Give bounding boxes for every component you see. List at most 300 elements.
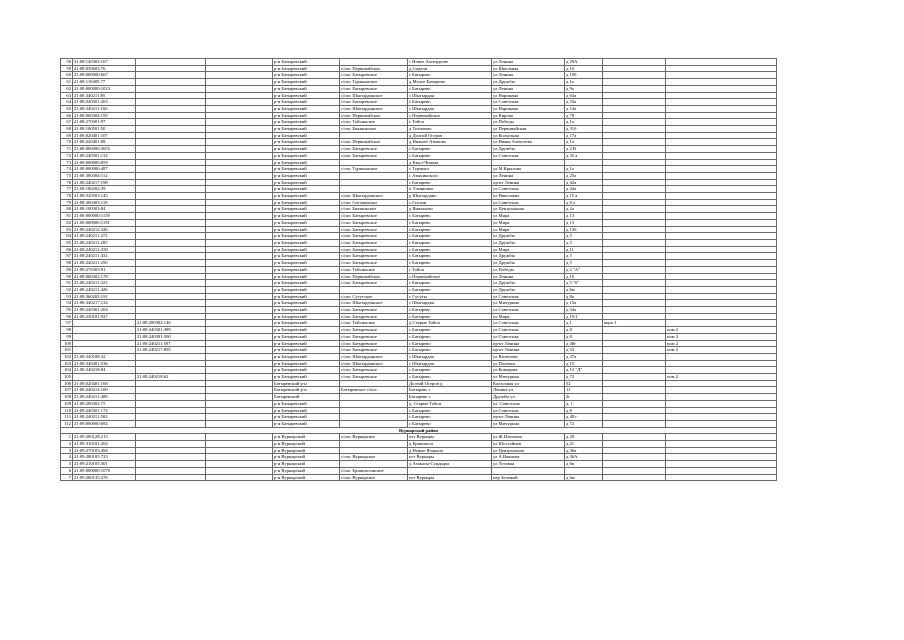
- cell-settlement: с/пос Батыревское: [340, 146, 408, 153]
- cell-room: [666, 233, 777, 240]
- cell-house: д 21: [565, 441, 603, 448]
- cell-num: 63: [61, 92, 73, 99]
- cell-cad1: 21:08:240301:203: [73, 99, 136, 106]
- cell-building: [603, 146, 666, 153]
- cell-cad2: [136, 152, 206, 159]
- cell-cadnum: [206, 367, 273, 374]
- table-row: [61, 105, 777, 112]
- cell-num: 98: [61, 327, 73, 334]
- cell-locality: д Ершипоси: [408, 441, 492, 448]
- cell-num: 58: [61, 59, 73, 66]
- cell-cadnum: [206, 407, 273, 414]
- cell-cadnum: [206, 400, 273, 407]
- cell-street: ул Дружбы: [492, 146, 565, 153]
- cell-building: [603, 213, 666, 220]
- cell-cadnum: [206, 347, 273, 354]
- cell-cadnum: [206, 199, 273, 206]
- cell-cad1: 21:08:240214:169: [73, 387, 136, 394]
- cell-cad2: [136, 65, 206, 72]
- table-row: [61, 273, 777, 280]
- cell-building: [603, 199, 666, 206]
- table-row: [61, 146, 777, 153]
- cell-building: [603, 340, 666, 347]
- cell-building: [603, 394, 666, 401]
- cell-room: [666, 300, 777, 307]
- cell-cad2: [136, 99, 206, 106]
- cell-region: р-н Батыревский: [273, 407, 340, 414]
- cell-cadnum: [206, 166, 273, 173]
- cell-num: 102: [61, 353, 73, 360]
- cell-street: ул Мира: [492, 213, 565, 220]
- cell-locality: с Батырево: [408, 253, 492, 260]
- cell-num: 83: [61, 226, 73, 233]
- cell-building: [603, 327, 666, 334]
- table-row: [61, 327, 777, 334]
- cell-house: д 1б: [565, 65, 603, 72]
- cell-street: ул Советская: [492, 407, 565, 414]
- cell-locality: с Батырево: [408, 152, 492, 159]
- cell-house: д 8а: [565, 293, 603, 300]
- cell-num: 87: [61, 253, 73, 260]
- cell-locality: с Батырево: [408, 219, 492, 226]
- cell-locality: д Нижнее Атыково: [408, 139, 492, 146]
- cell-cad2: 21:08:240211:507: [136, 340, 206, 347]
- cell-settlement: [340, 59, 408, 66]
- cell-locality: с Первомайское: [408, 112, 492, 119]
- cell-cadnum: [206, 126, 273, 133]
- cell-building: [603, 367, 666, 374]
- cell-locality: с Шыгырдан: [408, 92, 492, 99]
- cell-cadnum: [206, 394, 273, 401]
- cell-region: р-н Батыревский: [273, 420, 340, 427]
- cell-locality: с Батырево: [408, 340, 492, 347]
- table-row: [61, 172, 777, 179]
- cell-cad1: 21:08:020401:168: [73, 380, 136, 387]
- cell-settlement: [340, 394, 408, 401]
- cell-locality: с Батырево: [408, 226, 492, 233]
- cell-region: р-н Батыревский: [273, 239, 340, 246]
- cell-settlement: с/пос Тойсинское: [340, 320, 408, 327]
- cell-settlement: с/пос Сигачинское: [340, 199, 408, 206]
- cell-num: 103: [61, 360, 73, 367]
- cell-house: д 6в: [565, 461, 603, 468]
- table-row: [61, 132, 777, 139]
- cell-building: [603, 360, 666, 367]
- cell-house: д 78: [565, 112, 603, 119]
- cell-settlement: с/пос Первомайское: [340, 65, 408, 72]
- cell-cad2: [136, 441, 206, 448]
- cell-region: р-н Батыревский: [273, 146, 340, 153]
- cell-num: 112: [61, 420, 73, 427]
- cell-street: пер Зеленый: [492, 474, 565, 481]
- cell-building: [603, 132, 666, 139]
- cell-street: ул Советская: [492, 320, 565, 327]
- cell-settlement: [340, 461, 408, 468]
- cell-cadnum: [206, 266, 273, 273]
- cell-settlement: с/пос Вурнарское: [340, 474, 408, 481]
- cell-cadnum: [206, 474, 273, 481]
- cell-cad1: 21:08:240218:84: [73, 367, 136, 374]
- cell-cadnum: [206, 333, 273, 340]
- cell-cadnum: [206, 461, 273, 468]
- cell-house: д 25а: [565, 172, 603, 179]
- cell-building: [603, 387, 666, 394]
- cell-locality: с Батырево: [408, 307, 492, 314]
- cell-locality: д Кзыл-Чишма: [408, 159, 492, 166]
- cell-room: пом 2: [666, 340, 777, 347]
- cell-cadnum: [206, 280, 273, 287]
- cell-cad1: 21:09:280135:276: [73, 474, 136, 481]
- cell-street: ул Мичурина: [492, 374, 565, 381]
- cell-street: ул Ж.Илюхина: [492, 434, 565, 441]
- cell-region: р-н Батыревский: [273, 286, 340, 293]
- cell-cad2: [136, 219, 206, 226]
- cell-house: д 8: [565, 407, 603, 414]
- cell-building: [603, 166, 666, 173]
- cell-locality: с Турмыш: [408, 166, 492, 173]
- cell-region: р-н Батыревский: [273, 333, 340, 340]
- cell-street: ул Наримана: [492, 92, 565, 99]
- cell-settlement: с/пос Батыревское: [340, 226, 408, 233]
- cell-locality: с Тойси: [408, 266, 492, 273]
- cell-house: д 29А: [565, 59, 603, 66]
- cell-house: д 72: [565, 374, 603, 381]
- cell-settlement: с/пос Турмышское: [340, 166, 408, 173]
- cell-building: [603, 414, 666, 421]
- cell-room: [666, 407, 777, 414]
- cell-cad1: 21:09:210105:301: [73, 461, 136, 468]
- cell-cad2: [136, 266, 206, 273]
- table-row: [61, 166, 777, 173]
- cell-num: 101: [61, 347, 73, 354]
- cell-cad2: [136, 105, 206, 112]
- cell-cadnum: [206, 253, 273, 260]
- cell-num: 108: [61, 394, 73, 401]
- cell-building: [603, 126, 666, 133]
- cell-street: ул Николаева: [492, 193, 565, 200]
- cell-room: [666, 92, 777, 99]
- table-row: [61, 286, 777, 293]
- cell-settlement: с/пос Первомайское: [340, 273, 408, 280]
- cell-region: Батыревский р-н: [273, 380, 340, 387]
- cell-cad2: [136, 407, 206, 414]
- cell-cad2: [136, 226, 206, 233]
- cell-num: 6: [61, 467, 73, 474]
- cell-cad2: [136, 380, 206, 387]
- section-title: Вурнарский район: [61, 427, 777, 434]
- table-row: [61, 313, 777, 320]
- cell-locality: с Батырево: [408, 327, 492, 334]
- cell-num: 92: [61, 286, 73, 293]
- cell-room: [666, 126, 777, 133]
- cell-street: ул Мира: [492, 219, 565, 226]
- cell-region: р-н Батыревский: [273, 414, 340, 421]
- cell-cad2: [136, 414, 206, 421]
- cell-street: ул Ленина: [492, 172, 565, 179]
- cell-region: р-н Батыревский: [273, 186, 340, 193]
- cell-locality: Батырево с: [408, 394, 492, 401]
- cell-room: [666, 59, 777, 66]
- cell-locality: с Батырево: [408, 280, 492, 287]
- cell-cadnum: [206, 139, 273, 146]
- table-row: [61, 59, 777, 66]
- table-row: [61, 206, 777, 213]
- table-row: [61, 367, 777, 374]
- cell-locality: с Батырево: [408, 374, 492, 381]
- cell-room: [666, 394, 777, 401]
- cell-house: д 72: [565, 420, 603, 427]
- cell-house: д 5: [565, 239, 603, 246]
- cell-building: [603, 79, 666, 86]
- cell-room: [666, 280, 777, 287]
- cell-cadnum: [206, 213, 273, 220]
- cell-num: 67: [61, 119, 73, 126]
- cell-cadnum: [206, 65, 273, 72]
- cell-num: 66: [61, 112, 73, 119]
- cell-settlement: [340, 286, 408, 293]
- cell-cad1: 21:08:340401:536: [73, 360, 136, 367]
- cell-house: д 15 а: [565, 193, 603, 200]
- cell-building: [603, 179, 666, 186]
- cell-locality: пгт Вурнары: [408, 434, 492, 441]
- cell-room: [666, 307, 777, 314]
- cell-region: р-н Батыревский: [273, 246, 340, 253]
- cell-region: р-н Батыревский: [273, 307, 340, 314]
- cell-room: [666, 65, 777, 72]
- cell-building: [603, 253, 666, 260]
- cell-region: р-н Батыревский: [273, 79, 340, 86]
- cell-locality: с Новое Ахперделю: [408, 59, 492, 66]
- cell-street: ул Дружбы: [492, 239, 565, 246]
- cell-region: р-н Батыревский: [273, 327, 340, 334]
- cell-region: р-н Батыревский: [273, 99, 340, 106]
- table-row: [61, 307, 777, 314]
- cell-cad1: 21:08:000000:3655: [73, 146, 136, 153]
- cell-house: д 9а: [565, 85, 603, 92]
- cell-cad2: [136, 239, 206, 246]
- cell-settlement: с/пос Бикшикское: [340, 206, 408, 213]
- cell-num: 82: [61, 219, 73, 226]
- cell-house: д 1а: [565, 79, 603, 86]
- cell-street: ул Мичурина: [492, 420, 565, 427]
- cell-room: пом 2: [666, 347, 777, 354]
- cell-settlement: с/пос Шыгырданское: [340, 193, 408, 200]
- cell-room: [666, 79, 777, 86]
- cell-street: ул Дружбы: [492, 260, 565, 267]
- cell-cad1: 21:08:240211:323: [73, 280, 136, 287]
- table-row: [61, 193, 777, 200]
- cell-cad2: [136, 126, 206, 133]
- cell-building: [603, 461, 666, 468]
- table-row: [61, 199, 777, 206]
- cell-room: [666, 119, 777, 126]
- cell-street: [492, 467, 565, 474]
- cell-street: ул Советская: [492, 327, 565, 334]
- cell-cad1: 21:09:000000:1070: [73, 467, 136, 474]
- cell-region: Батыревский р-н: [273, 387, 340, 394]
- cell-cad2: [136, 166, 206, 173]
- cell-cad1: 21:08:340217:134: [73, 300, 136, 307]
- cell-house: д 15: [565, 360, 603, 367]
- cell-cadnum: [206, 353, 273, 360]
- cell-room: [666, 380, 777, 387]
- cell-room: пом 2: [666, 374, 777, 381]
- cell-cadnum: [206, 219, 273, 226]
- cell-settlement: с/пос Батыревское: [340, 85, 408, 92]
- cell-locality: пгт Вурнары: [408, 474, 492, 481]
- cell-region: р-н Батыревский: [273, 92, 340, 99]
- cell-room: [666, 199, 777, 206]
- cell-street: пр-кт Ленина: [492, 340, 565, 347]
- cell-region: р-н Вурнарский: [273, 434, 340, 441]
- cell-settlement: с/пос Шыгырданское: [340, 353, 408, 360]
- table-row: [61, 374, 777, 381]
- cell-cad2: [136, 112, 206, 119]
- cell-house: д 8: [565, 333, 603, 340]
- cell-cad2: [136, 293, 206, 300]
- cell-house: д 19/1: [565, 313, 603, 320]
- cell-street: ул Советская: [492, 152, 565, 159]
- cell-region: р-н Вурнарский: [273, 461, 340, 468]
- cell-street: ул Советская: [492, 186, 565, 193]
- cell-num: 100: [61, 340, 73, 347]
- table-row: [61, 246, 777, 253]
- cell-room: [666, 99, 777, 106]
- cell-building: [603, 434, 666, 441]
- cell-num: 97: [61, 320, 73, 327]
- table-row: [61, 260, 777, 267]
- cell-cad2: [136, 467, 206, 474]
- cell-house: д 13б: [565, 226, 603, 233]
- cell-cad1: 21:08:280302:75: [73, 400, 136, 407]
- cell-house: д 17а: [565, 132, 603, 139]
- cell-settlement: с/пос Батыревское: [340, 239, 408, 246]
- table-row: [61, 280, 777, 287]
- cell-cad1: 21:08:360202:191: [73, 293, 136, 300]
- table-row: [61, 387, 777, 394]
- cell-locality: с Тойси: [408, 119, 492, 126]
- cell-settlement: с/пос Шыгырданское: [340, 92, 408, 99]
- cell-num: 77: [61, 186, 73, 193]
- table-row: [61, 65, 777, 72]
- cell-num: 109: [61, 400, 73, 407]
- cell-house: д 8: [565, 327, 603, 334]
- cell-settlement: с/пос Тойсинское: [340, 119, 408, 126]
- cell-cad1: 21:08:240301:204: [73, 307, 136, 314]
- cell-room: [666, 219, 777, 226]
- cell-cad2: [136, 146, 206, 153]
- cell-settlement: [340, 179, 408, 186]
- cell-street: ул Мира: [492, 246, 565, 253]
- table-row: [61, 320, 777, 327]
- cell-building: [603, 307, 666, 314]
- cell-room: [666, 179, 777, 186]
- cell-settlement: с/пос Шыгырданское: [340, 300, 408, 307]
- cell-cad1: [73, 340, 136, 347]
- cell-street: Ленина ул: [492, 387, 565, 394]
- cell-building: [603, 59, 666, 66]
- cell-room: пом 2: [666, 327, 777, 334]
- cell-street: ул Ленина: [492, 72, 565, 79]
- cell-cadnum: [206, 179, 273, 186]
- cell-num: 78: [61, 193, 73, 200]
- cell-house: [565, 159, 603, 166]
- cell-building: [603, 193, 666, 200]
- cell-cad2: 21:08:240218:62: [136, 374, 206, 381]
- table-row: [61, 380, 777, 387]
- cell-locality: д Малое Батырево: [408, 79, 492, 86]
- cell-settlement: с/пос Батыревское: [340, 313, 408, 320]
- cell-building: [603, 313, 666, 320]
- cell-cad2: [136, 139, 206, 146]
- cell-building: [603, 152, 666, 159]
- cell-building: [603, 407, 666, 414]
- data-table: [60, 58, 777, 481]
- cell-house: д 44а: [565, 186, 603, 193]
- table-row: [61, 467, 777, 474]
- table-row: [61, 347, 777, 354]
- cell-region: р-н Батыревский: [273, 105, 340, 112]
- cell-building: [603, 353, 666, 360]
- cell-region: р-н Батыревский: [273, 340, 340, 347]
- cell-cadnum: [206, 72, 273, 79]
- cell-cad2: [136, 280, 206, 287]
- cell-street: ул Колхозная: [492, 132, 565, 139]
- cell-settlement: с/пос Батыревское: [340, 327, 408, 334]
- cell-building: [603, 347, 666, 354]
- cell-num: 79: [61, 199, 73, 206]
- cell-locality: [408, 467, 492, 474]
- cell-region: р-н Батыревский: [273, 132, 340, 139]
- cell-settlement: [340, 132, 408, 139]
- cell-locality: с Батырево: [408, 367, 492, 374]
- cell-cadnum: [206, 420, 273, 427]
- cell-street: ул Советская: [492, 99, 565, 106]
- cell-num: 59: [61, 65, 73, 72]
- cell-house: д 34а: [565, 307, 603, 314]
- cell-num: 64: [61, 99, 73, 106]
- table-row: [61, 461, 777, 468]
- cell-building: [603, 260, 666, 267]
- cell-cad2: [136, 119, 206, 126]
- cell-house: д 2а: [565, 206, 603, 213]
- cell-cad1: 21:08:240211:272: [73, 233, 136, 240]
- cell-cad2: [136, 434, 206, 441]
- cell-house: д 48г: [565, 340, 603, 347]
- cell-settlement: с/пос Вурнарское: [340, 434, 408, 441]
- cell-cad2: [136, 233, 206, 240]
- cell-region: р-н Батыревский: [273, 159, 340, 166]
- cell-cadnum: [206, 434, 273, 441]
- cell-cad1: 21:08:240212:358: [73, 246, 136, 253]
- cell-settlement: с/пос Турмышское: [340, 79, 408, 86]
- cell-cadnum: [206, 307, 273, 314]
- cell-house: д 10: [565, 273, 603, 280]
- cell-cadnum: [206, 59, 273, 66]
- cell-settlement: [340, 172, 408, 179]
- cell-street: пр-кт Ленина: [492, 414, 565, 421]
- cell-locality: с Сигачи: [408, 199, 492, 206]
- cell-settlement: с/пос Шыгырданское: [340, 360, 408, 367]
- cell-cadnum: [206, 132, 273, 139]
- cell-region: р-н Батыревский: [273, 347, 340, 354]
- cell-locality: д Новые Яхакасы: [408, 447, 492, 454]
- cell-num: 72: [61, 152, 73, 159]
- cell-room: [666, 172, 777, 179]
- cell-street: ул Советская: [492, 307, 565, 314]
- cell-settlement: с/пос Батыревское: [340, 374, 408, 381]
- cell-room: [666, 253, 777, 260]
